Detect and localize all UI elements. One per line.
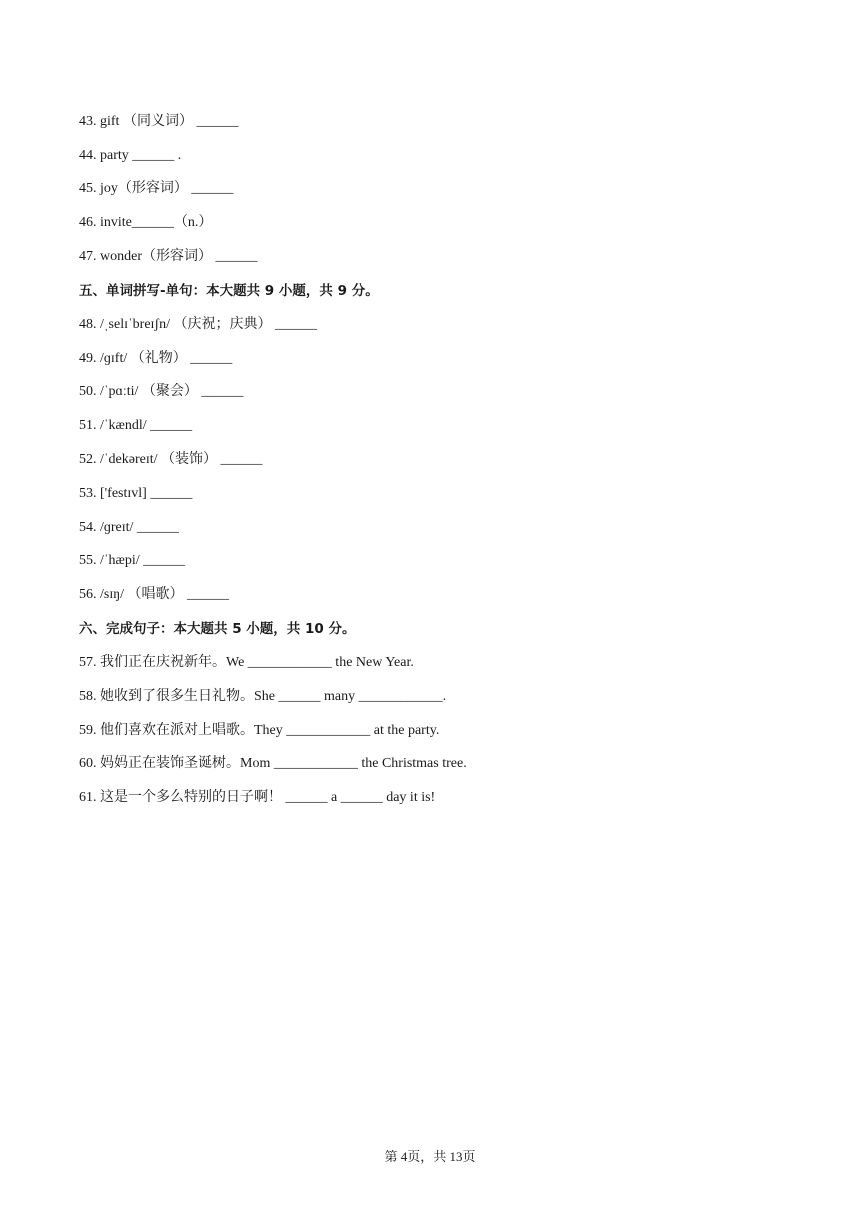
page-footer: 第 4页，共 13页 <box>384 1149 476 1164</box>
question-54: 54. /ɡreɪt/ ______ <box>79 520 179 535</box>
section-6-heading: 六、完成句子：本大题共 5 小题，共 10 分。 <box>79 621 356 637</box>
question-47: 47. wonder（形容词） ______ <box>79 249 258 264</box>
question-55: 55. /ˈhæpi/ ______ <box>79 553 186 568</box>
question-50: 50. /ˈpɑːti/ （聚会） ______ <box>79 384 244 399</box>
question-46: 46. invite______（n.） <box>79 215 213 230</box>
question-57: 57. 我们正在庆祝新年。We ____________ the New Year. <box>79 655 414 670</box>
question-53: 53. ['festɪvl] ______ <box>79 486 193 501</box>
question-43: 43. gift （同义词） ______ <box>79 114 239 129</box>
question-48: 48. /ˌselɪˈbreɪʃn/ （庆祝；庆典） ______ <box>79 317 317 332</box>
question-59: 59. 他们喜欢在派对上唱歌。They ____________ at the party. <box>79 723 440 738</box>
question-45: 45. joy（形容词） ______ <box>79 181 234 196</box>
question-61: 61. 这是一个多么特别的日子啊！ ______ a ______ day it is! <box>79 790 436 805</box>
question-44: 44. party ______ . <box>79 148 182 163</box>
question-49: 49. /ɡɪft/ （礼物） ______ <box>79 351 233 366</box>
question-52: 52. /ˈdekəreɪt/ （装饰） ______ <box>79 452 263 467</box>
question-51: 51. /ˈkændl/ ______ <box>79 418 193 433</box>
question-60: 60. 妈妈正在装饰圣诞树。Mom ____________ the Christmas tree. <box>79 756 467 771</box>
question-58: 58. 她收到了很多生日礼物。She ______ many ____________. <box>79 689 447 704</box>
section-5-heading: 五、单词拼写-单句：本大题共 9 小题，共 9 分。 <box>79 283 379 299</box>
question-56: 56. /sɪŋ/ （唱歌） ______ <box>79 587 230 602</box>
